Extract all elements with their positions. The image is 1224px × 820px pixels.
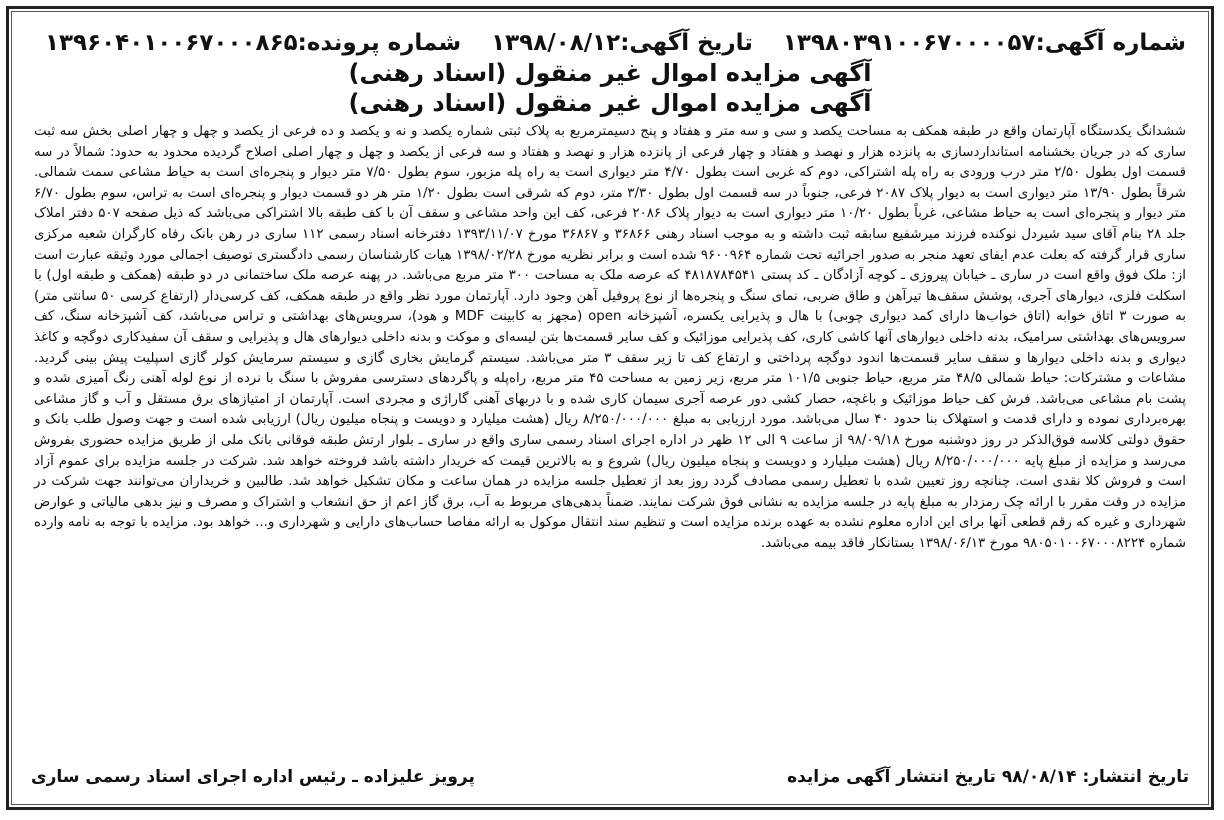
- notice-header: [34, 28, 1186, 58]
- notice-number: شماره آگهی:۱۳۹۸۰۳۹۱۰۰۶۷۰۰۰۰۵۷: [782, 30, 1186, 56]
- case-number: شماره پرونده:۱۳۹۶۰۴۰۱۰۰۶۷۰۰۰۸۶۵: [44, 30, 462, 56]
- notice-footer: [31, 767, 1189, 793]
- notice-title-1: آگهی مزایده اموال غیر منقول (اسناد رهنی): [348, 59, 872, 87]
- notice-frame: [6, 6, 1214, 810]
- notice-body: ششدانگ یکدستگاه آپارتمان واقع در طبقه همکف به مساحت یکصد و سی و سه متر و هفتاد و پنج دسیمترمربع به پلاک ثبتی شماره یکصد و نه و یکصد و ده فرعی از یکصد و چهل و چهار اصلی بخش سه ثبت ساری که در جریان بخشنامه استانداردسازی به پانزده هزار و نهصد و هفتاد و چهار فرعی از پانزده هزار و نهصد و هفتاد و سه فرعی از یکصد و چهل و چهار اصلی اصلاح گردیده محدود به حدود: شمالاً در سه قسمت اول بطول ۲/۵۰ متر درب ورودی به راه پله اشتراکی، دوم که غربی است بطول ۴/۷۰ متر دیواری است به راه پله مزبور، سوم بطول ۷/۵۰ متر دیوار و پنجره‌ای است به حیاط مشاعی سمت شمالی. شرقاً بطول ۱۳/۹۰ متر دیواری است به دیوار پلاک ۲۰۸۷ فرعی، جنوباً در سه قسمت اول بطول ۳/۳۰ متر، دوم که شرقی است بطول ۱/۲۰ متر هر دو قسمت دیوار و پنجره‌ای است به تراس، سوم بطول ۶/۷۰ متر دیوار و پنجره‌ای است به حیاط مشاعی، غرباً بطول ۱۰/۲۰ متر دیواری است به دیوار پلاک ۲۰۸۶ فرعی، کف این واحد مشاعی و سقف آن با کف طبقه بالا اشتراکی می‌باشد که ذیل صفحه ۵۰۷ دفتر املاک جلد ۲۸ بنام آقای سید شیردل نوکنده فرزند میرشفیع سابقه ثبت داشته و به موجب اسناد رهنی ۳۶۸۶۶ و ۳۶۸۶۷ مورخ ۱۳۹۳/۱۱/۰۷ دفترخانه اسناد رسمی ۱۱۲ ساری در رهن بانک رفاه کارگران شعبه مرکزی ساری قرار گرفته که بعلت عدم ایفای تعهد منجر به صدور اجرائیه تحت شماره ۹۶۰۰۹۶۴ شده است و برابر نظریه مورخ ۱۳۹۸/۰۲/۲۸ هیات کارشناسان رسمی دادگستری توصیف اجمالی مورد وثیقه عبارت است از: ملک فوق واقع است در ساری ـ خیابان پیروزی ـ کوچه آزادگان ـ کد پستی ۴۸۱۸۷۸۴۵۴۱ که عرصه ملک به مساحت ۳۰۰ متر مربع می‌باشد. در پهنه عرصه ملک ساختمانی در دو طبقه (همکف و طبقه اول) با اسکلت فلزی، دیوارهای آجری، پوشش سقف‌ها تیرآهن و طاق ضربی، نمای سنگ و پنجره‌ها از نوع پروفیل آهن وجود دارد. آپارتمان مورد نظر واقع در طبقه همکف، کف کرسی‌دار (ارتفاع کرسی ۵۰ سانتی متر) به صورت ۳ اتاق خوابه (اتاق خواب‌ها دارای کمد دیواری چوبی) با هال و پذیرایی یکسره، آشپزخانه open (مجهز به کابینت MDF و هود)، سرویس‌های بهداشتی و تراس می‌باشد، کف آشپزخانه سنگ، کف سرویس‌های بهداشتی سرامیک، بدنه داخلی دیوارهای آنها کاشی کاری، کف پذیرایی موزائیک و کف سایر قسمت‌ها بتن لیسه‌ای و موکت و بدنه داخلی دیوارهای هال و پذیرایی و سقف آن سفیدکاری دوگچه و کاغذ دیواری و بدنه داخلی دیوارها و سقف سایر قسمت‌ها اندود دوگچه پرداختی و ارتفاع کف تا زیر سقف ۳ متر می‌باشد. سیستم گرمایش بخاری گازی و سیستم سرمایش کولر گازی اسپلیت پیش بینی گردید. مشاعات و مشترکات: حیاط شمالی ۴۸/۵ متر مربع، حیاط جنوبی ۱۰۱/۵ متر مربع، زیر زمین به مساحت ۴۵ متر مربع، راه‌پله و پاگردهای دسترسی مفروش با سنگ با نرده از نوع لوله آهنی رنگ آمیزی شده و پشت بام مشاعی می‌باشد. فرش کف حیاط موزائیک و باغچه، حصار کشی دور عرصه آجری سیمان کاری شده و با دربهای آهنی گاراژی و مجردی است. آپارتمان از امتیازهای برق مستقل و آب و گاز مشاعی بهره‌برداری نموده و دارای قدمت و استهلاک بنا حدود ۴۰ سال می‌باشد. مورد ارزیابی به مبلغ ۸/۲۵۰/۰۰۰/۰۰۰ ریال (هشت میلیارد و دویست و پنجاه میلیون ریال) ارزیابی شده است و جهت وصول طلب بانک و حقوق دولتی کلاسه فوق‌الذکر در روز دوشنبه مورخ ۹۸/۰۹/۱۸ از ساعت ۹ الی ۱۲ ظهر در اداره اجرای اسناد رسمی ساری واقع در ساری ـ بلوار ارتش طبقه فوقانی بانک ملی از طریق مزایده حضوری بفروش می‌رسد و مزایده از مبلغ پایه ۸/۲۵۰/۰۰۰/۰۰۰ ریال (هشت میلیارد و دویست و پنجاه میلیون ریال) شروع و به بالاترین قیمت که خریدار داشته باشد فروخته خواهد شد. شرکت در جلسه مزایده برای عموم آزاد است و فروش کلا نقدی است. چنانچه روز تعیین شده با تعطیل رسمی مصادف گردد روز بعد از تعطیل جلسه مزایده در همان ساعت و مکان تشکیل خواهد شد. طالبین و خریداران می‌توانند جهت شرکت در مزایده در وقت مقرر با ارائه چک رمزدار به مبلغ پایه در جلسه مزایده به نشانی فوق شرکت نمایند. ضمناً بدهی‌های مربوط به آب، برق گاز اعم از حق انشعاب و اشتراک و مصرف و نیز بدهی مالیاتی و عوارض شهرداری و غیره که رقم قطعی آنها برای این اداره معلوم نشده به عهده برنده مزایده است و تنظیم سند انتقال موکول به ارائه مفاصا حساب‌های دارایی و شهرداری و... خواهد بود. مزایده با توجه به نامه وارده شماره ۹۸۰۵۰۱۰۰۶۷۰۰۰۸۲۲۴ مورخ ۱۳۹۸/۰۶/۱۳ بستانکار فاقد بیمه می‌باشد.: [34, 124, 1187, 551]
- signature: پرویز علیزاده ـ رئیس اداره اجرای اسناد رسمی ساری: [31, 767, 475, 787]
- publish-date: تاریخ انتشار: ۹۸/۰۸/۱۴ تاریخ انتشار آگهی مزایده: [787, 767, 1189, 787]
- notice-date: تاریخ آگهی:۱۳۹۸/۰۸/۱۲: [491, 30, 753, 56]
- notice-content: [11, 11, 1209, 805]
- notice-title-2: آگهی مزایده اموال غیر منقول (اسناد رهنی): [348, 89, 872, 117]
